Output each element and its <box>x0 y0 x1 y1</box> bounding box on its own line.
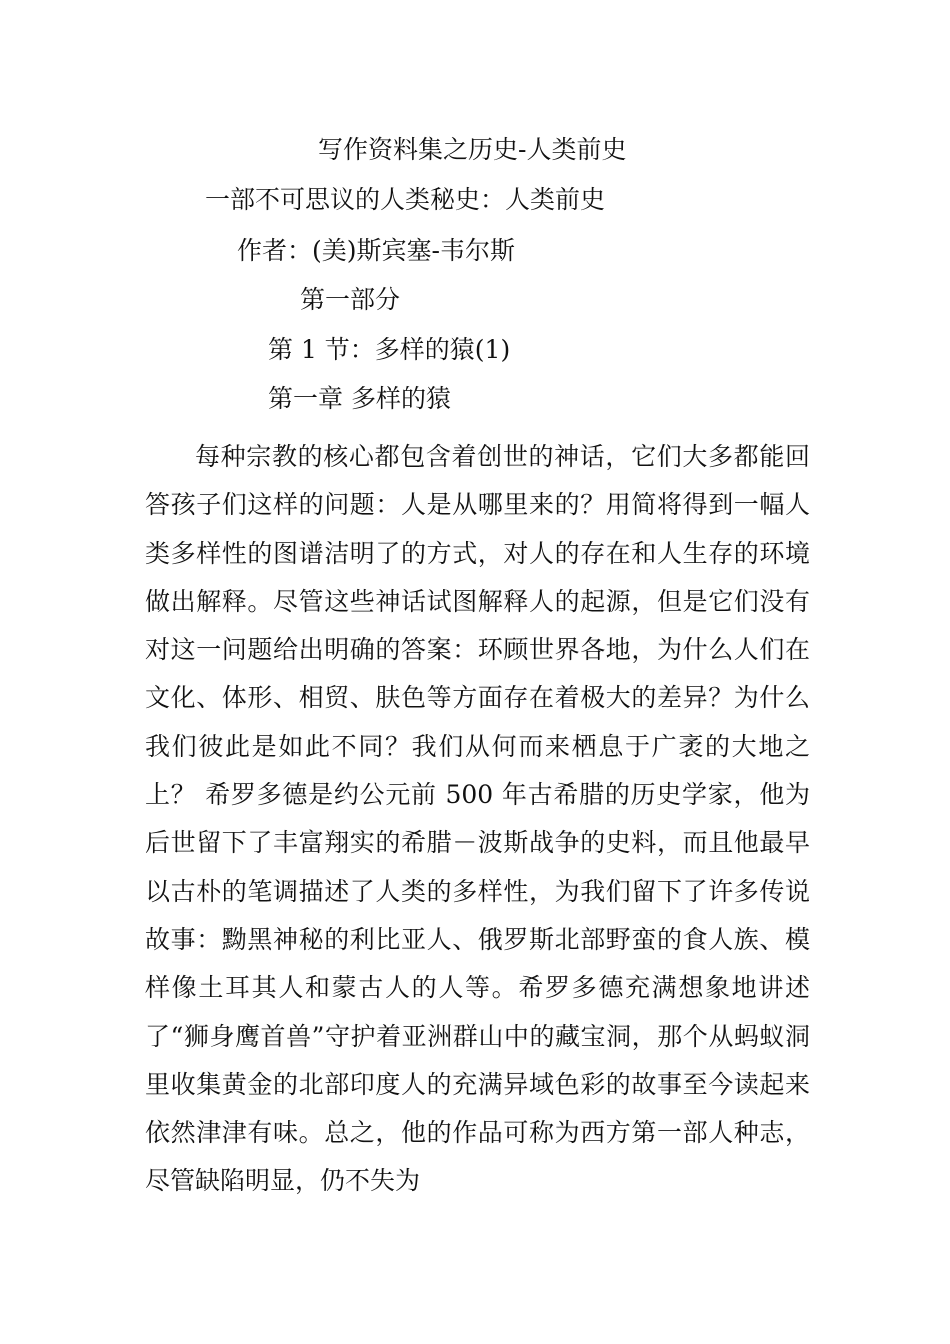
document-title: 写作资料集之历史-人类前史 <box>318 135 627 164</box>
chapter-heading: 第一章 多样的猿 <box>268 384 451 413</box>
body-paragraph: 每种宗教的核心都包含着创世的神话，它们大多都能回答孩子们这样的问题：人是从哪里来的？用简将得到一幅人类多样性的图谱洁明了的方式，对人的存在和人生存的环境做出解释。尽管这些神话试图解释人的起源，但是它们没有对这一问题给出明确的答案：环顾世界各地，为什么人们在文化、体形、相贸、肤色等方面存在着极大的差异？为什么我们彼此是如此不同？我们从何而来栖息于广袤的大地之上？ 希罗多德是约公元前 500 年古希腊的历史学家，他为后世留下了丰富翔实的希腊－波斯战争的史料，而且他最早以古朴的笔调描述了人类的多样性，为我们留下了许多传说故事：黝黑神秘的利比亚人、俄罗斯北部野蛮的食人族、模样像土耳其人和蒙古人的人等。希罗多德充满想象地讲述了“狮身鹰首兽”守护着亚洲群山中的藏宝洞，那个从蚂蚁洞里收集黄金的北部印度人的充满异域色彩的故事至今读起来依然津津有味。总之，他的作品可称为西方第一部人种志，尽管缺陷明显，仍不失为 <box>145 442 810 1196</box>
section-heading: 第 1 节：多样的猿(1) <box>268 335 511 364</box>
document-subtitle: 一部不可思议的人类秘史：人类前史 <box>205 185 606 214</box>
part-heading: 第一部分 <box>300 285 401 314</box>
author-line: 作者：(美)斯宾塞-韦尔斯 <box>237 236 515 265</box>
